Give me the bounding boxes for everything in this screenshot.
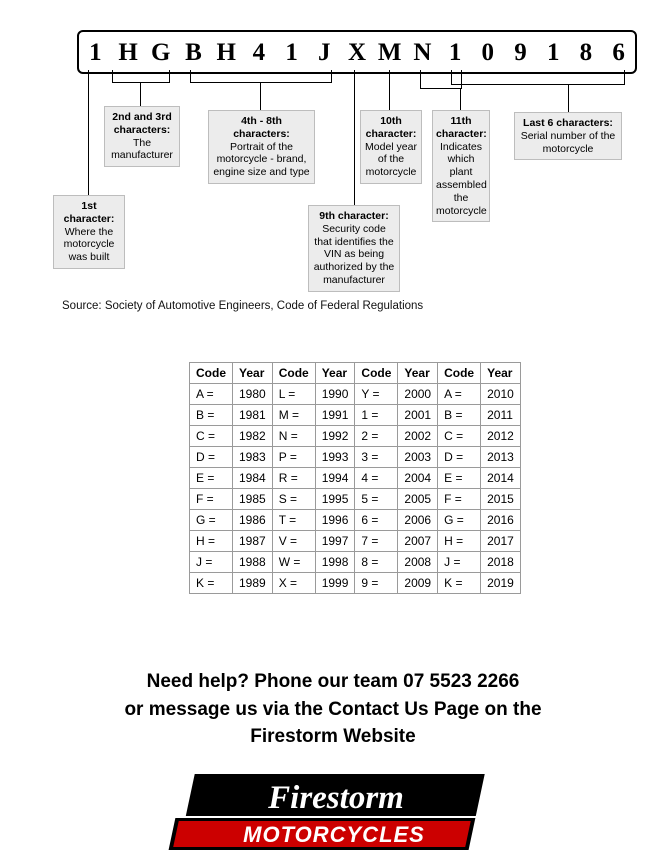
cell-code: V = [272,531,315,552]
column-header: Year [481,363,521,384]
column-header: Year [315,363,355,384]
connector-second-third-characters [112,70,170,83]
connector-eleventh-stem [460,88,461,110]
cell-year: 1981 [233,405,273,426]
cell-code: K = [190,573,233,594]
source-note: Source: Society of Automotive Engineers, Code of Federal Regulations [62,300,424,312]
cell-year: 2012 [481,426,521,447]
cell-year: 2005 [398,489,438,510]
cell-year: 1983 [233,447,273,468]
connector-fourth-eighth-characters [190,70,332,83]
cell-code: G = [438,510,481,531]
cell-year: 2010 [481,384,521,405]
cell-year: 2006 [398,510,438,531]
vin-char: 1 [285,38,298,66]
callout-fourth-eighth-characters [208,110,315,184]
callout-first-character [53,195,125,269]
column-header: Year [398,363,438,384]
cell-year: 2007 [398,531,438,552]
callout-last-six-characters [514,112,622,160]
cell-year: 1997 [315,531,355,552]
cell-year: 2015 [481,489,521,510]
cell-code: X = [272,573,315,594]
vin-char: 9 [514,38,527,66]
vin-char: M [377,38,402,66]
firestorm-motorcycles-logo [168,768,498,856]
cell-code: 3 = [355,447,398,468]
cell-code: 5 = [355,489,398,510]
cell-year: 2014 [481,468,521,489]
help-line-2: or message us via the Contact Us Page on the [124,698,542,720]
vin-char: 1 [89,38,102,66]
vin-char: 6 [612,38,625,66]
cell-year: 2000 [398,384,438,405]
table-row [190,573,521,594]
cell-year: 1994 [315,468,355,489]
cell-code: K = [438,573,481,594]
callout-title: 10th character: [365,115,417,140]
vin-char: 8 [579,38,593,66]
cell-code: B = [438,405,481,426]
cell-code: T = [272,510,315,531]
column-header: Code [438,363,481,384]
callout-body: Security code that identifies the VIN as being authorized by the manufacturer [313,222,395,286]
cell-year: 1989 [233,573,273,594]
vin-char: H [118,38,138,66]
callout-title: 2nd and 3rd characters: [112,111,172,136]
cell-year: 2013 [481,447,521,468]
help-line-1: Need help? Phone our team 07 5523 2266 [146,671,520,692]
cell-code: M = [272,405,315,426]
cell-code: J = [438,552,481,573]
cell-code: P = [272,447,315,468]
connector-first-character [88,70,89,195]
cell-year: 1991 [315,405,355,426]
cell-code: G = [190,510,233,531]
cell-code: 7 = [355,531,398,552]
cell-code: C = [438,426,481,447]
cell-code: C = [190,426,233,447]
cell-code: E = [190,468,233,489]
vin-char: 1 [448,38,462,66]
callout-body: Serial number of the motorcycle [520,129,616,155]
vin-char: X [347,38,366,66]
cell-code: N = [272,426,315,447]
cell-code: E = [438,468,481,489]
table-row [190,489,521,510]
cell-year: 2008 [398,552,438,573]
connector-fourth-eighth-stem [260,82,261,110]
callout-title: 4th - 8th characters: [233,115,290,140]
column-header: Year [233,363,273,384]
vin-number-box [77,30,637,74]
cell-year: 1984 [233,468,273,489]
table-row [190,510,521,531]
cell-code: 4 = [355,468,398,489]
vin-char: 0 [481,38,495,66]
cell-code: J = [190,552,233,573]
vin-char: N [413,38,432,66]
cell-year: 2003 [398,447,438,468]
connector-second-third-stem [140,82,141,106]
logo-word-bottom: MOTORCYCLES [243,822,425,847]
callout-ninth-character [308,205,400,292]
cell-code: S = [272,489,315,510]
cell-code: Y = [355,384,398,405]
table-row [190,447,521,468]
cell-code: 1 = [355,405,398,426]
callout-second-third-characters [104,106,180,167]
cell-year: 2017 [481,531,521,552]
vin-char: B [185,38,202,66]
cell-code: A = [438,384,481,405]
table-row [190,552,521,573]
table-row [190,426,521,447]
cell-year: 1995 [315,489,355,510]
callout-title: 9th character: [319,210,389,222]
cell-code: H = [438,531,481,552]
year-code-table [189,362,521,594]
cell-year: 1987 [233,531,273,552]
cell-code: 8 = [355,552,398,573]
cell-year: 1990 [315,384,355,405]
cell-code: H = [190,531,233,552]
cell-year: 1980 [233,384,273,405]
callout-title: Last 6 characters: [523,117,613,129]
column-header: Code [272,363,315,384]
column-header: Code [190,363,233,384]
cell-year: 2011 [481,405,521,426]
callout-body: Indicates which plant assembled the motorcycle [436,140,487,217]
cell-year: 2001 [398,405,438,426]
cell-year: 2004 [398,468,438,489]
connector-tenth-character [389,70,390,110]
table-row [190,405,521,426]
table-row [190,531,521,552]
table-row [190,468,521,489]
vin-char: J [318,38,331,66]
cell-year: 2016 [481,510,521,531]
table-header-row [190,363,521,384]
cell-year: 1985 [233,489,273,510]
callout-body: Model year of the motorcycle [365,140,417,179]
cell-code: A = [190,384,233,405]
connector-last-six-stem [568,84,569,112]
cell-code: L = [272,384,315,405]
connector-ninth-character [354,70,355,205]
vin-char: G [151,38,171,66]
cell-code: B = [190,405,233,426]
cell-code: D = [438,447,481,468]
cell-year: 1992 [315,426,355,447]
callout-body: The manufacturer [111,136,173,162]
callout-body: Portrait of the motorcycle - brand, engine size and type [213,140,310,179]
vin-char: H [216,38,236,66]
callout-title: 11th character: [436,115,487,140]
help-line-3: Firestorm Website [250,726,416,748]
logo-word-top: Firestorm [268,780,404,816]
cell-code: F = [438,489,481,510]
cell-year: 1982 [233,426,273,447]
cell-code: D = [190,447,233,468]
vin-char: 1 [546,38,560,66]
callout-title: 1st character: [63,200,115,225]
callout-body: Where the motorcycle was built [63,225,115,264]
cell-year: 1996 [315,510,355,531]
cell-year: 1993 [315,447,355,468]
vin-char: 4 [252,38,266,66]
cell-code: F = [190,489,233,510]
help-message [0,668,666,751]
cell-code: 9 = [355,573,398,594]
cell-year: 1998 [315,552,355,573]
cell-code: 6 = [355,510,398,531]
cell-year: 2009 [398,573,438,594]
cell-year: 2019 [481,573,521,594]
cell-year: 2018 [481,552,521,573]
cell-code: W = [272,552,315,573]
cell-year: 1986 [233,510,273,531]
table-row [190,384,521,405]
connector-last-six-characters [451,70,625,85]
cell-code: 2 = [355,426,398,447]
cell-year: 2002 [398,426,438,447]
callout-tenth-character [360,110,422,184]
cell-code: R = [272,468,315,489]
callout-eleventh-character [432,110,490,222]
cell-year: 1988 [233,552,273,573]
column-header: Code [355,363,398,384]
cell-year: 1999 [315,573,355,594]
